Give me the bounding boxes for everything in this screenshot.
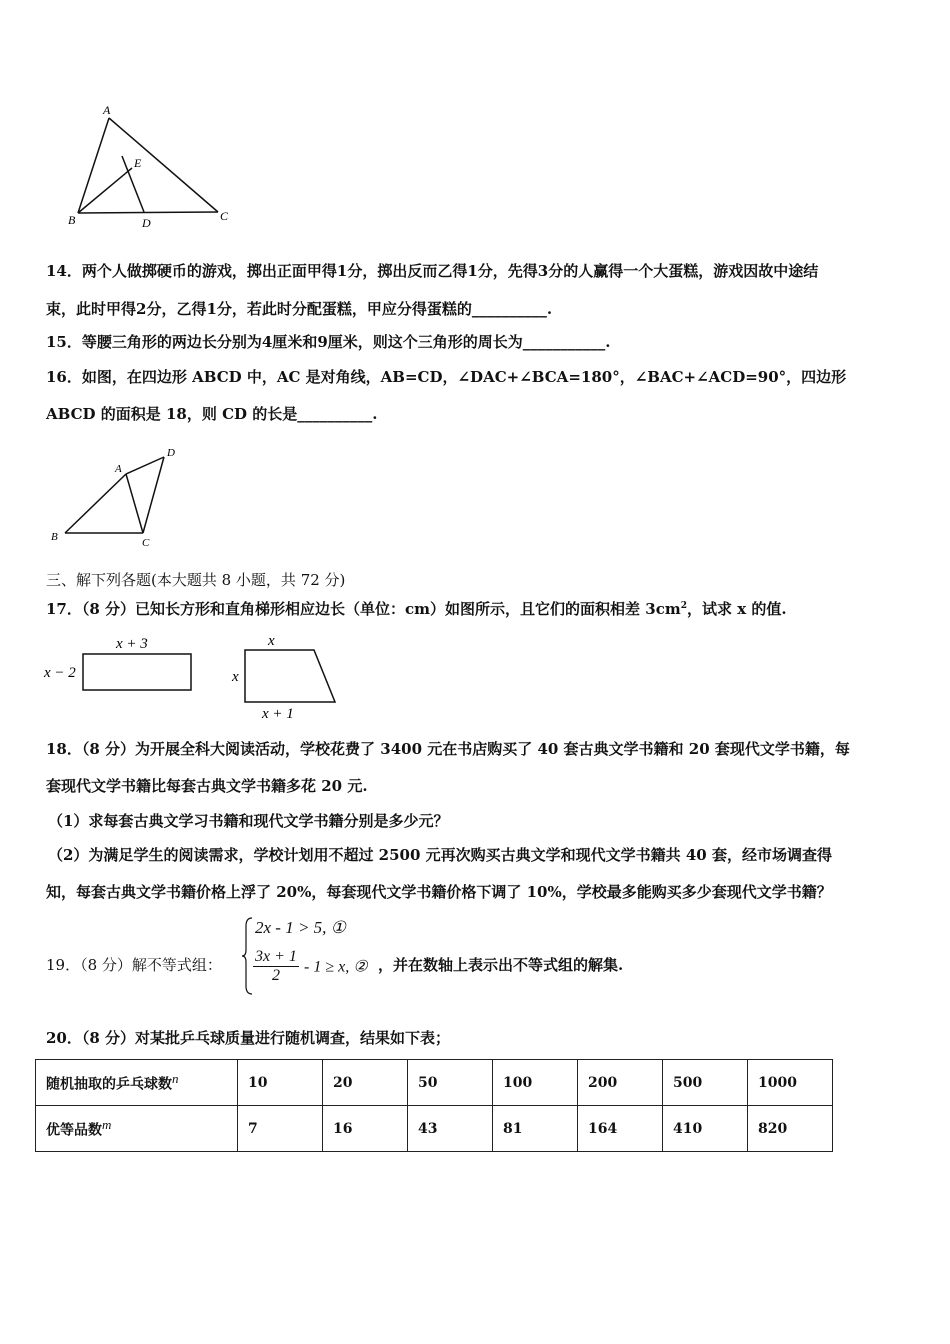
q19-fraction-numerator: 3x + 1	[255, 948, 297, 965]
label-B: B	[51, 531, 58, 543]
table-row-sample-count	[36, 1060, 833, 1106]
label-A: A	[103, 103, 111, 117]
q16-line1: 16．如图，在四边形 ABCD 中，AC 是对角线，AB=CD，∠DAC+∠BCA=180°，∠BAC+∠ACD=90°，四边形	[46, 368, 847, 386]
q14-line1: 14．两个人做掷硬币的游戏，掷出正面甲得1分，掷出反而乙得1分，先得3分的人赢得一个大蛋糕，游戏因故中途结	[46, 262, 819, 280]
q17-text-pre: 17．（8 分）已知长方形和直角梯形相应边长（单位：cm）如图所示，且它们的面积相差 3cm	[46, 600, 681, 618]
q18-part2-line1: （2）为满足学生的阅读需求，学校计划用不超过 2500 元再次购买古典文学和现代文学书籍共 40 套，经市场调查得	[48, 846, 832, 864]
q19-fraction	[253, 948, 299, 985]
q18-part2-line2: 知，每套古典文学书籍价格上浮了 20%，每套现代文学书籍价格下调了 10%，学校最多能购买多少套现代文学书籍？	[46, 883, 832, 901]
triangle-figure-q13	[60, 100, 250, 235]
rectangle-shape	[83, 654, 191, 690]
var-m: m	[102, 1117, 112, 1133]
q18-line2: 套现代文学书籍比每套古典文学书籍多花 20 元.	[46, 777, 368, 795]
table-cell: 7	[238, 1106, 323, 1152]
table-cell: 100	[493, 1060, 578, 1106]
q17-superscript: 2	[680, 601, 687, 611]
trap-bottom-label: x + 1	[262, 706, 294, 722]
trap-left-label: x	[232, 669, 239, 685]
q17-line1	[46, 596, 787, 619]
q18-line1: 18．（8 分）为开展全科大阅读活动，学校花费了 3400 元在书店购买了 40 套古典文学书籍和 20 套现代文学书籍，每	[46, 740, 850, 758]
trapezoid-shape	[245, 650, 335, 702]
q19-inequality-1: 2x - 1 > 5, ①	[255, 918, 346, 937]
q19-suffix: ，并在数轴上表示出不等式组的解集.	[378, 956, 624, 974]
q20-line1: 20．（8 分）对某批乒乓球质量进行随机调查，结果如下表；	[46, 1029, 451, 1047]
label-A: A	[115, 463, 122, 475]
quadrilateral-figure-q16	[45, 440, 195, 550]
table-cell: 164	[578, 1106, 663, 1152]
label-D: D	[142, 216, 151, 230]
q18-part1: （1）求每套古典文学习书籍和现代文学书籍分别是多少元？	[48, 812, 449, 830]
label-C: C	[142, 537, 150, 549]
q19-fraction-denominator: 2	[271, 967, 280, 984]
rect-left-label: x − 2	[44, 665, 76, 681]
table-cell: 43	[408, 1106, 493, 1152]
q19-inequality-2-rest: - 1 ≥ x, ②	[304, 958, 368, 976]
inequality-system-brace	[240, 916, 254, 996]
q19-inequality-2	[253, 948, 368, 985]
label-C: C	[220, 209, 229, 223]
table-cell: 820	[748, 1106, 833, 1152]
table-cell: 50	[408, 1060, 493, 1106]
trap-top-label: x	[268, 633, 275, 649]
q19-prefix: 19．（8 分）解不等式组：	[46, 956, 222, 974]
table-cell: 16	[323, 1106, 408, 1152]
table-cell: 20	[323, 1060, 408, 1106]
label-D: D	[167, 447, 175, 459]
label-B: B	[68, 213, 76, 227]
var-n: n	[172, 1071, 179, 1087]
q16-line2: ABCD 的面积是 18，则 CD 的长是__________.	[46, 405, 378, 423]
pingpong-quality-table	[35, 1059, 833, 1152]
table-cell: 10	[238, 1060, 323, 1106]
q17-text-post: ，试求 x 的值.	[686, 600, 787, 618]
table-cell: 410	[663, 1106, 748, 1152]
row-header-sample-count: 随机抽取的乒乓球数$^n$	[36, 1060, 238, 1106]
table-cell: 200	[578, 1060, 663, 1106]
section-3-title: 三、解下列各题(本大题共 8 小题，共 72 分)	[46, 571, 346, 589]
q15-line1: 15．等腰三角形的两边长分别为4厘米和9厘米，则这个三角形的周长为___________.	[46, 333, 611, 351]
table-cell: 1000	[748, 1060, 833, 1106]
table-cell: 81	[493, 1106, 578, 1152]
table-row-quality-count	[36, 1106, 833, 1152]
rectangle-trapezoid-figure-q17	[40, 630, 350, 725]
row-header-quality-count: 优等品数$^m$	[36, 1106, 238, 1152]
q14-line2: 束，此时甲得2分，乙得1分，若此时分配蛋糕，甲应分得蛋糕的__________.	[46, 300, 553, 318]
label-E: E	[134, 156, 142, 170]
rect-top-label: x + 3	[116, 636, 148, 652]
table-cell: 500	[663, 1060, 748, 1106]
